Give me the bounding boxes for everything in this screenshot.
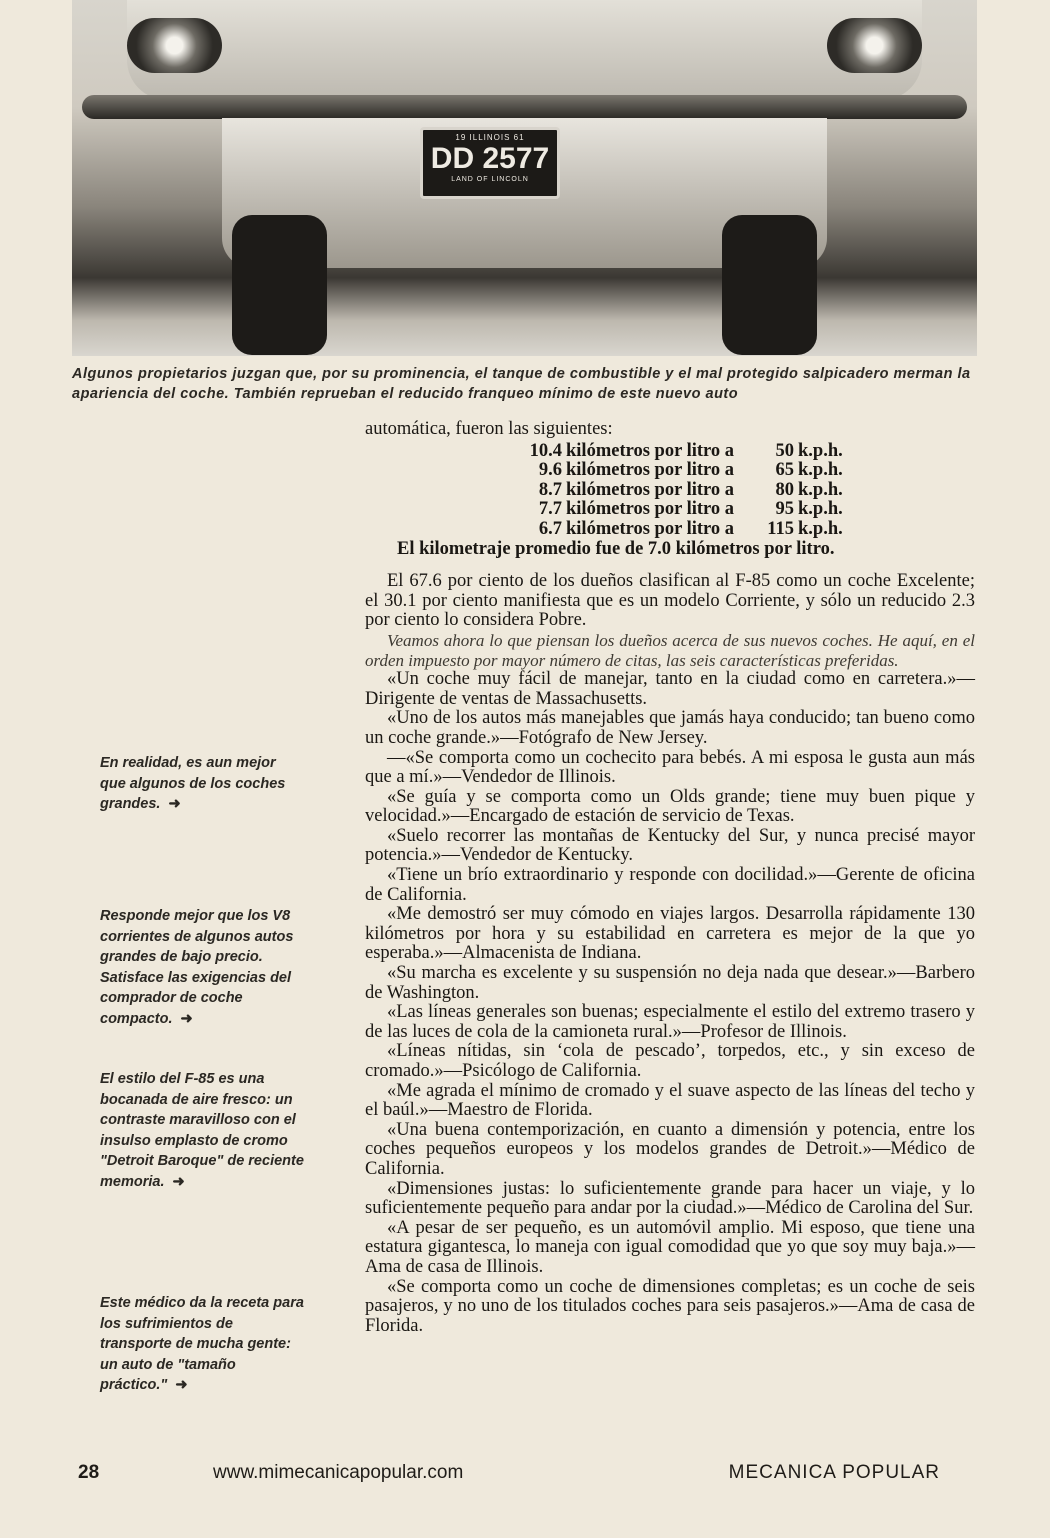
arrow-right-icon: ➜ bbox=[172, 1173, 185, 1190]
sidebar-note-text: El estilo del F-85 es una bocanada de aire fresco: un contraste maravilloso con el insulso emplasto de cromo "Detroit Baroque" de reciente memoria. bbox=[100, 1071, 304, 1190]
mileage-row: 7.7 kilómetros por litro a 95 k.p.h. bbox=[538, 499, 843, 520]
photo-caption: Algunos propietarios juzgan que, por su prominencia, el tanque de combustible y el mal protegido salpicadero merman la apariencia del coche. También reprueban el reducido franqueo mínimo de este nuevo auto bbox=[72, 366, 971, 402]
quote-paragraph: «Me demostró ser muy cómodo en viajes largos. Desarrolla rápidamente 130 kilómetros por hora y su estabilidad en carretera es mejor de la que yo esperaba.»—Almacenista de Indiana. bbox=[365, 904, 975, 964]
plate-top-text: 19 ILLINOIS 61 bbox=[455, 133, 525, 142]
mileage-row: 9.6 kilómetros por litro a 65 k.p.h. bbox=[538, 460, 843, 481]
paragraph-intro-italic: Veamos ahora lo que piensan los dueños acerca de sus nuevos coches. He aquí, en el orden impuesto por mayor número de citas, las seis características preferidas. bbox=[365, 630, 975, 670]
website-url: www.mimecanicapopular.com bbox=[213, 1462, 464, 1483]
quote-paragraph: «Las líneas generales son buenas; especialmente el estilo del extremo trasero y de las luces de cola de la camioneta rural.»—Profesor de Illinois. bbox=[365, 1002, 975, 1042]
article-body bbox=[365, 420, 975, 1336]
sidebar-note bbox=[100, 1069, 305, 1192]
tail-lamp-left bbox=[127, 18, 222, 73]
magazine-name: MECANICA POPULAR bbox=[728, 1462, 940, 1483]
quote-paragraph: «Suelo recorrer las montañas de Kentucky del Sur, y nunca precisé mayor potencia.»—Vendedor de Kentucky. bbox=[365, 825, 975, 866]
intro-line: automática, fueron las siguientes: bbox=[365, 419, 613, 439]
quote-paragraph: «Se guía y se comporta como un Olds grande; tiene muy buen pique y velocidad.»—Encargado de estación de servicio de Texas. bbox=[365, 786, 975, 827]
quote-paragraph: —«Se comporta como un cochecito para bebés. A mi esposa le gusta aun más que a mí.»—Vendedor de Illinois. bbox=[365, 747, 975, 788]
tire-left bbox=[232, 215, 327, 355]
plate-bottom-text: LAND OF LINCOLN bbox=[451, 176, 529, 183]
car-body bbox=[127, 0, 922, 100]
page-footer bbox=[78, 1462, 948, 1486]
quote-paragraph: «Dimensiones justas: lo suficientemente grande para hacer un viaje, y lo suficientemente pequeño para andar por la ciudad.»—Médico de Carolina del Sur. bbox=[365, 1178, 975, 1219]
sidebar-note bbox=[100, 906, 305, 1029]
mileage-row: 8.7 kilómetros por litro a 80 k.p.h. bbox=[538, 479, 843, 500]
mileage-table bbox=[365, 442, 975, 560]
quote-paragraph: «Su marcha es excelente y su suspensión no deja nada que desear.»—Barbero de Washington. bbox=[365, 963, 975, 1003]
sidebar-note-text: En realidad, es aun mejor que algunos de los coches grandes. bbox=[100, 755, 286, 812]
mileage-row: 6.7 kilómetros por litro a 115 k.p.h. bbox=[538, 518, 843, 539]
sidebar-note-text: Responde mejor que los V8 corrientes de algunos autos grandes de bajo precio. Satisface las exigencias del comprador de coche compacto. bbox=[100, 908, 294, 1027]
mileage-row: 10.4 kilómetros por litro a 50 k.p.h. bbox=[529, 440, 843, 461]
page-number: 28 bbox=[78, 1462, 100, 1483]
bumper bbox=[82, 95, 967, 119]
tire-right bbox=[722, 215, 817, 355]
sidebar-note-text: Este médico da la receta para los sufrimientos de transporte de mucha gente: un auto de "tamaño práctico." bbox=[100, 1295, 304, 1393]
quote-paragraph: «Una buena contemporización, en cuanto a dimensión y potencia, entre los coches pequeños europeos y los modelos grandes de Detroit.»—Médico de California. bbox=[365, 1119, 975, 1179]
arrow-right-icon: ➜ bbox=[168, 796, 181, 812]
quote-paragraph: «Me agrada el mínimo de cromado y el suave aspecto de las líneas del techo y el baúl.»—Maestro de Florida. bbox=[365, 1080, 975, 1121]
paragraph: El 67.6 por ciento de los dueños clasifican al F-85 como un coche Excelente; el 30.1 por ciento manifiesta que es un modelo Corriente, y sólo un reducido 2.3 por ciento lo considera Pobre. bbox=[365, 571, 975, 631]
quote-paragraph: «Líneas nítidas, sin ‘cola de pescado’, torpedos, etc., y sin exceso de cromado.»—Psicólogo de California. bbox=[365, 1041, 975, 1081]
quote-paragraph: «Un coche muy fácil de manejar, tanto en la ciudad como en carretera.»—Dirigente de ventas de Massachusetts. bbox=[365, 669, 975, 709]
quote-paragraph: «Uno de los autos más manejables que jamás haya conducido; tan bueno como un coche grande.»—Fotógrafo de New Jersey. bbox=[365, 708, 975, 748]
license-plate bbox=[420, 127, 560, 199]
plate-number: DD 2577 bbox=[430, 142, 550, 175]
arrow-right-icon: ➜ bbox=[175, 1377, 188, 1393]
arrow-right-icon: ➜ bbox=[180, 1010, 193, 1027]
car-rear-photo bbox=[72, 0, 977, 356]
quote-paragraph: «A pesar de ser pequeño, es un automóvil amplio. Mi esposo, que tiene una estatura gigantesca, lo maneja con igual comodidad que yo que soy muy baja.»—Ama de casa de Illinois. bbox=[365, 1217, 975, 1277]
tail-lamp-right bbox=[827, 18, 922, 73]
sidebar-note bbox=[100, 753, 305, 815]
quote-paragraph: «Se comporta como un coche de dimensiones completas; es un coche de seis pasajeros, y no uno de los titulados coches para seis pasajeros.»—Ama de casa de Florida. bbox=[365, 1276, 975, 1336]
average-line: El kilometraje promedio fue de 7.0 kilómetros por litro. bbox=[397, 538, 835, 559]
quote-paragraph: «Tiene un brío extraordinario y responde con docilidad.»—Gerente de oficina de California. bbox=[365, 865, 975, 905]
sidebar-note bbox=[100, 1293, 305, 1396]
